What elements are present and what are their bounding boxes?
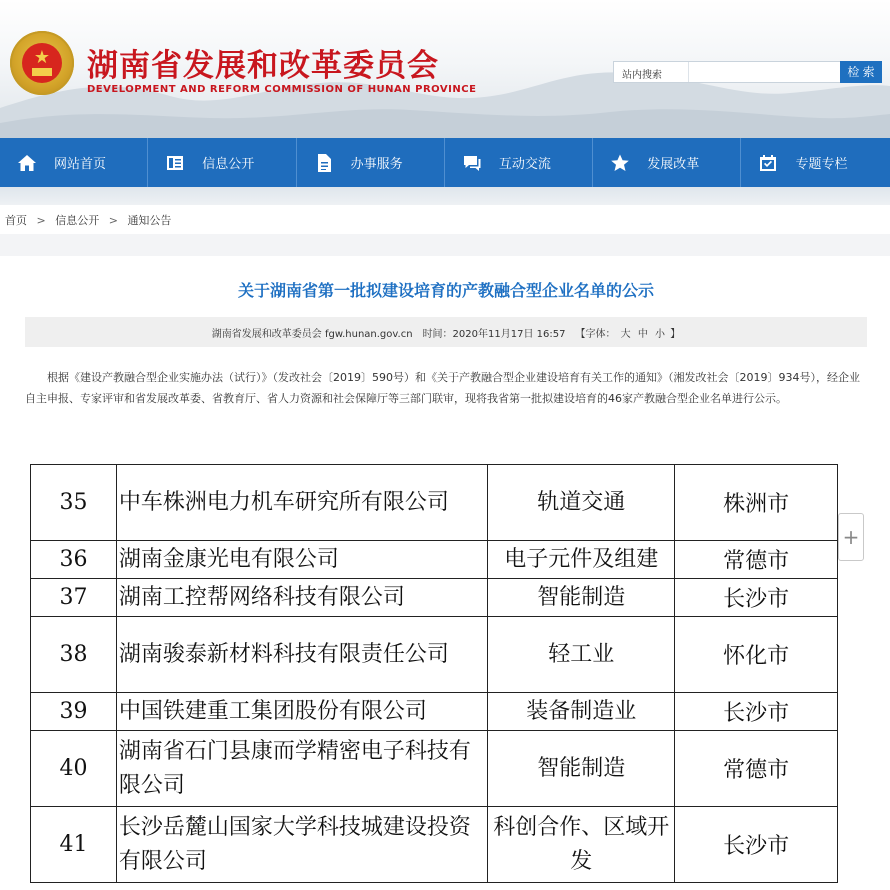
search-label: 站内搜索 <box>622 70 662 81</box>
document-list-icon <box>164 152 186 174</box>
company-name: 中车株洲电力机车研究所有限公司 <box>116 465 487 541</box>
font-size-label: 【字体： <box>575 328 616 340</box>
table-row <box>31 693 838 731</box>
site-title[interactable]: 湖南省发展和改革委员会 <box>87 48 439 84</box>
nav-label: 信息公开 <box>202 157 255 172</box>
company-table <box>30 464 838 883</box>
site-subtitle: DEVELOPMENT AND REFORM COMMISSION OF HUNAN PROVINCE <box>87 84 477 95</box>
nav-item-info[interactable] <box>148 138 296 187</box>
national-emblem-icon: ★ <box>10 31 74 95</box>
article-title: 关于湖南省第一批拟建设培育的产教融合型企业名单的公示 <box>237 281 654 300</box>
row-number: 41 <box>31 807 117 883</box>
industry: 电子元件及组建 <box>488 541 675 579</box>
file-icon <box>313 152 335 174</box>
home-icon <box>16 152 38 174</box>
main-nav <box>0 138 890 187</box>
row-number: 37 <box>31 579 117 617</box>
breadcrumb-home[interactable]: 首页 <box>5 214 27 227</box>
nav-item-service[interactable] <box>297 138 445 187</box>
company-name: 湖南金康光电有限公司 <box>116 541 487 579</box>
font-size-control <box>575 325 680 340</box>
city: 长沙市 <box>675 579 838 617</box>
font-size-large-link[interactable]: 大 <box>620 328 631 340</box>
calendar-check-icon <box>757 152 779 174</box>
chat-icon <box>461 152 483 174</box>
industry: 轨道交通 <box>488 465 675 541</box>
article-meta <box>25 317 867 347</box>
industry: 科创合作、区域开发 <box>488 807 675 883</box>
nav-label: 互动交流 <box>498 157 551 172</box>
row-number: 40 <box>31 731 117 807</box>
table-row <box>31 579 838 617</box>
row-number: 35 <box>31 465 117 541</box>
breadcrumb-separator: > <box>36 214 46 227</box>
row-number: 38 <box>31 617 117 693</box>
article-time: 时间：2020年11月17日 16:57 <box>422 328 566 340</box>
table-row <box>31 731 838 807</box>
table-row <box>31 617 838 693</box>
search-button[interactable]: 检 索 <box>840 61 882 83</box>
font-size-small-link[interactable]: 小 <box>655 328 666 340</box>
city: 株洲市 <box>675 465 838 541</box>
nav-item-development[interactable] <box>593 138 741 187</box>
font-size-label-close: 】 <box>670 328 681 340</box>
search-box <box>613 61 881 83</box>
article-source: 湖南省发展和改革委员会 fgw.hunan.gov.cn <box>211 328 413 340</box>
table-row <box>31 465 838 541</box>
city: 常德市 <box>675 541 838 579</box>
breadcrumb-info[interactable]: 信息公开 <box>55 214 100 227</box>
nav-label: 网站首页 <box>54 157 107 172</box>
article-body: 根据《建设产教融合型企业实施办法（试行）》（发改社会〔2019〕590号）和《关于产教融合型企业建设培育有关工作的通知》（湘发改社会〔2019〕934号），经企业自主申报、专家评审和省发展改革委、省教育厅、省人力资源和社会保障厅等三部门联审，现将我省第一批拟建设培育的46家产教融合型企业名单进行公示。 <box>25 371 860 405</box>
industry: 轻工业 <box>488 617 675 693</box>
nav-item-home[interactable] <box>0 138 148 187</box>
nav-label: 发展改革 <box>647 157 700 172</box>
header-band <box>0 187 890 205</box>
table-row <box>31 807 838 883</box>
zoom-in-button[interactable]: + <box>838 513 864 561</box>
city: 长沙市 <box>675 693 838 731</box>
row-number: 39 <box>31 693 117 731</box>
breadcrumb-notice[interactable]: 通知公告 <box>127 214 172 227</box>
content-background <box>0 234 890 256</box>
industry: 智能制造 <box>488 731 675 807</box>
nav-item-special[interactable] <box>741 138 889 187</box>
industry: 智能制造 <box>488 579 675 617</box>
breadcrumb-separator: > <box>108 214 118 227</box>
table-row <box>31 541 838 579</box>
row-number: 36 <box>31 541 117 579</box>
city: 怀化市 <box>675 617 838 693</box>
nav-label: 专题专栏 <box>795 157 848 172</box>
breadcrumb <box>5 212 177 228</box>
city: 常德市 <box>675 731 838 807</box>
city: 长沙市 <box>675 807 838 883</box>
search-input[interactable] <box>688 62 840 82</box>
star-icon <box>609 152 631 174</box>
industry: 装备制造业 <box>488 693 675 731</box>
font-size-medium-link[interactable]: 中 <box>637 328 648 340</box>
company-name: 中国铁建重工集团股份有限公司 <box>116 693 487 731</box>
company-name: 湖南工控帮网络科技有限公司 <box>116 579 487 617</box>
nav-item-interaction[interactable] <box>445 138 593 187</box>
company-name: 长沙岳麓山国家大学科技城建设投资有限公司 <box>116 807 487 883</box>
site-header <box>0 0 890 138</box>
company-name: 湖南骏泰新材料科技有限责任公司 <box>116 617 487 693</box>
nav-label: 办事服务 <box>350 157 403 172</box>
company-name: 湖南省石门县康而学精密电子科技有限公司 <box>116 731 487 807</box>
article <box>9 256 883 464</box>
